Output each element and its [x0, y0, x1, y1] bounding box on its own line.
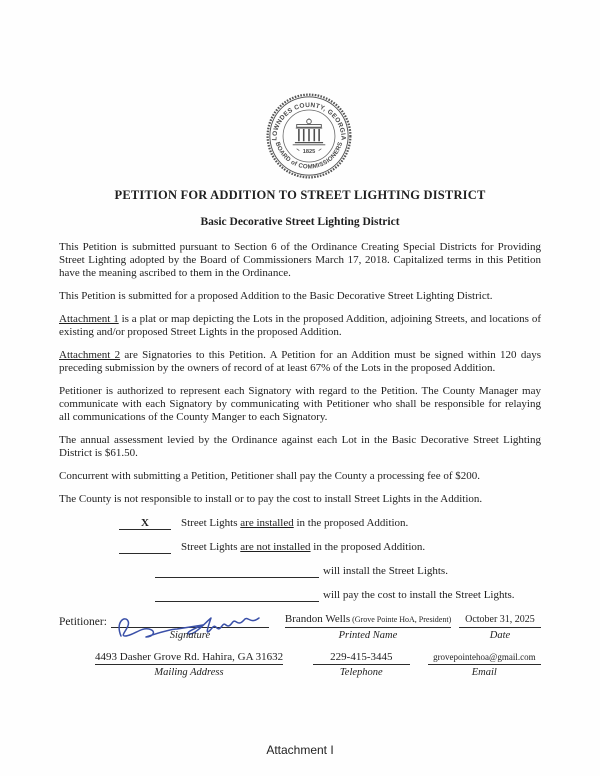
option-text-post: in the proposed Addition. — [310, 541, 426, 553]
paragraph-attachment-1 — [59, 313, 541, 339]
telephone-value: 229-415-3445 — [313, 650, 410, 665]
signature-field — [111, 612, 269, 642]
option-text-underlined: are not installed — [240, 541, 311, 553]
paragraph-processing-fee: Concurrent with submitting a Petition, Petitioner shall pay the County a processing fee of $200. — [59, 470, 480, 482]
option-text-post: in the proposed Addition. — [293, 517, 409, 529]
printed-name-caption: Printed Name — [338, 630, 398, 641]
paragraph-attachment-2 — [59, 349, 541, 375]
document-title: PETITION FOR ADDITION TO STREET LIGHTING DISTRICT — [114, 188, 486, 202]
seal-bottom-text: BOARD of COMMISSIONERS — [273, 141, 345, 171]
email-value: grovepointehoa@gmail.com — [428, 651, 541, 665]
attachment-2-text: are Signatories to this Petition. A Petition for an Addition must be signed within 120 days preceding submission by the owners of record of at least 67% of the Lots in the proposed Addition. — [59, 349, 541, 374]
document-subtitle: Basic Decorative Street Lighting District — [200, 216, 400, 228]
will-pay-text: will pay the cost to install the Street Lights. — [323, 589, 515, 601]
option-not-installed-text — [181, 541, 425, 553]
printed-name-field — [285, 612, 451, 642]
paragraph-proposed-addition: This Petition is submitted for a proposed Addition to the Basic Decorative Street Lighting District. — [59, 290, 493, 302]
signature-line — [111, 612, 269, 628]
will-install-line — [155, 565, 541, 578]
signature-caption: Signature — [169, 630, 211, 641]
attachment-footer-label: Attachment I — [266, 743, 334, 757]
option-text-pre: Street Lights — [181, 541, 241, 553]
paragraph-ordinance: This Petition is submitted pursuant to Section 6 of the Ordinance Creating Special Districts for Providing Street Lighting adopted by the Board of Commissioners March 17, 2018. Capitalized terms in this Petition have the meaning ascribed to them in the Ordinance. — [59, 241, 541, 279]
telephone-caption: Telephone — [339, 667, 383, 678]
attachment-1-text: is a plat or map depicting the Lots in the proposed Addition, adjoining Streets, and locations of existing and/or proposed Street Lights in the proposed Addition. — [59, 313, 541, 338]
signature-row — [59, 612, 541, 642]
contact-row — [95, 650, 541, 679]
seal-top-text: LOWNDES COUNTY, GEORGIA — [271, 101, 347, 141]
printed-name-value: Brandon Wells — [284, 613, 351, 625]
option-installed-text — [181, 517, 408, 529]
will-install-blank — [155, 565, 319, 578]
attachment-1-reference: Attachment 1 — [59, 313, 119, 325]
email-caption: Email — [471, 667, 497, 678]
date-field — [459, 613, 541, 642]
paragraph-assessment: The annual assessment levied by the Ordinance against each Lot in the Basic Decorative Street Lighting District is $61.50. — [59, 434, 541, 459]
petitioner-label: Petitioner: — [59, 616, 107, 628]
not-installed-checkmark-blank — [119, 541, 171, 554]
attachment-2-reference: Attachment 2 — [59, 349, 121, 361]
paragraph-authorization: Petitioner is authorized to represent each Signatory with regard to the Petition. The County Manager may communicate with each Signatory by communicating with Petitioner who shall be responsible for relaying all communications of the County Manger to each Signatory. — [59, 385, 541, 423]
option-text-pre: Street Lights — [181, 517, 241, 529]
mailing-address-field — [95, 650, 283, 679]
mailing-address-value: 4493 Dasher Grove Rd. Hahira, GA 31632 — [95, 651, 284, 663]
will-install-text: will install the Street Lights. — [323, 565, 448, 577]
will-pay-blank — [155, 589, 319, 602]
date-caption: Date — [489, 630, 511, 641]
county-seal-logo — [265, 92, 353, 180]
option-lights-installed — [119, 517, 541, 530]
seal-year-text: 1825 — [302, 149, 316, 156]
paragraph-county-responsibility: The County is not responsible to install or to pay the cost to install Street Lights in the Addition. — [59, 493, 483, 505]
telephone-field — [313, 650, 410, 679]
email-field — [428, 651, 541, 679]
will-pay-line — [155, 589, 541, 602]
mailing-address-caption: Mailing Address — [154, 667, 224, 678]
printed-name-suffix: (Grove Pointe HoA, President) — [350, 615, 452, 624]
installed-checkmark-blank: X — [119, 517, 171, 530]
courthouse-illustration — [293, 118, 326, 145]
seal-row — [59, 92, 541, 180]
option-text-underlined: are installed — [240, 517, 294, 529]
date-value: October 31, 2025 — [459, 613, 541, 628]
printed-name-line — [285, 612, 451, 628]
option-lights-not-installed — [119, 541, 541, 554]
